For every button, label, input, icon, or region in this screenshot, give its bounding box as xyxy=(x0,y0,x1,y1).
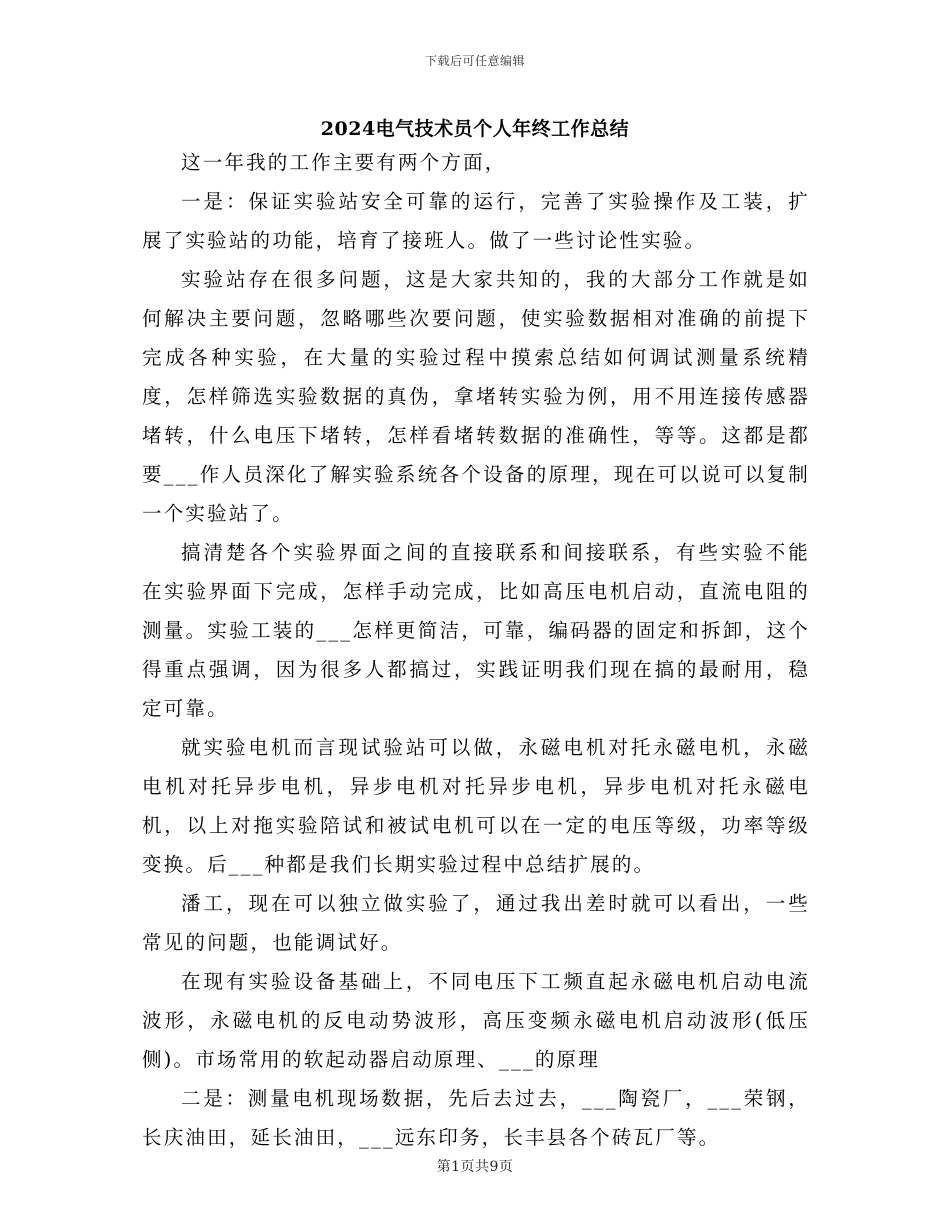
paragraph-interfaces: 搞清楚各个实验界面之间的直接联系和间接联系，有些实验不能在实验界面下完成，怎样手动完成，比如高压电机启动，直流电阻的测量。实验工装的___怎样更简洁，可靠，编码器的固定和拆卸，这个得重点强调，因为很多人都搞过，实践证明我们现在搞的最耐用，稳定可靠。 xyxy=(142,541,810,720)
page-number: 第1页共9页 xyxy=(436,1159,514,1175)
paragraph-part-one: 一是：保证实验站安全可靠的运行，完善了实验操作及工装，扩展了实验站的功能，培育了接班人。做了一些讨论性实验。 xyxy=(142,190,810,252)
paragraph-equipment: 在现有实验设备基础上，不同电压下工频直起永磁电机启动电流波形，永磁电机的反电动势波形，高压变频永磁电机启动波形(低压侧)。市场常用的软起动器启动原理、___的原理 xyxy=(142,970,810,1071)
document-body xyxy=(142,143,810,1157)
paragraph-motor-tests: 就实验电机而言现试验站可以做，永磁电机对托永磁电机，永磁电机对托异步电机，异步电机对托异步电机，异步电机对托永磁电机，以上对拖实验陪试和被试电机可以在一定的电压等级，功率等级变换。后___种都是我们长期实验过程中总结扩展的。 xyxy=(142,736,810,876)
paragraph-part-two: 二是：测量电机现场数据，先后去过去，___陶瓷厂，___荣钢，长庆油田，延长油田，___远东印务，长丰县各个砖瓦厂等。 xyxy=(142,1087,810,1149)
page-header-note: 下载后可任意编辑 xyxy=(424,54,525,68)
document-title: 2024电气技术员个人年终工作总结 xyxy=(320,118,630,140)
paragraph-successor: 潘工，现在可以独立做实验了，通过我出差时就可以看出，一些常见的问题，也能调试好。 xyxy=(142,892,810,954)
paragraph-intro: 这一年我的工作主要有两个方面， xyxy=(181,151,507,174)
paragraph-station-issues: 实验站存在很多问题，这是大家共知的，我的大部分工作就是如何解决主要问题，忽略哪些次要问题，使实验数据相对准确的前提下完成各种实验，在大量的实验过程中摸索总结如何调试测量系统精度，怎样筛选实验数据的真伪，拿堵转实验为例，用不用连接传感器堵转，什么电压下堵转，怎样看堵转数据的准确性，等等。这都是都要___作人员深化了解实验系统各个设备的原理，现在可以说可以复制一个实验站了。 xyxy=(142,268,810,525)
